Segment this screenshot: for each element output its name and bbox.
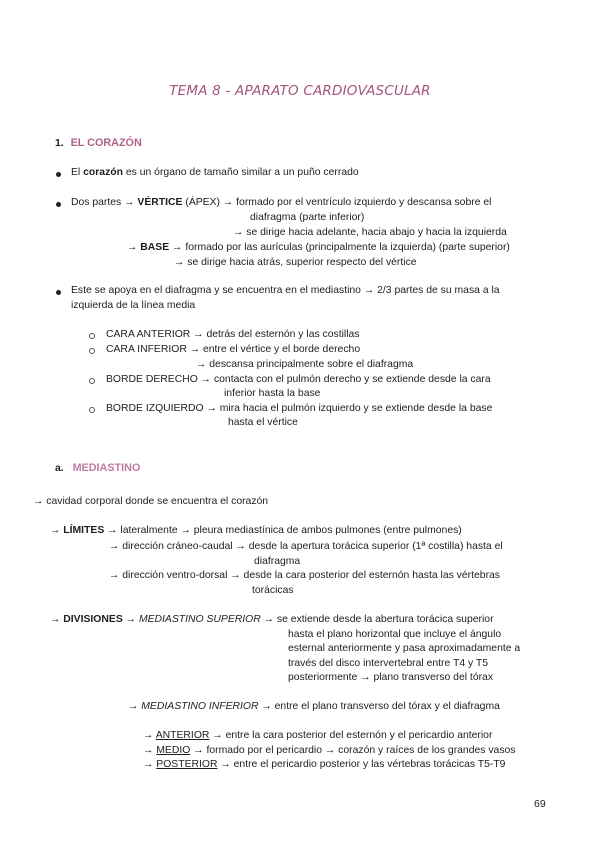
text: → lateralmente → pleura mediastínica de ambos pulmones (entre pulmones)	[104, 525, 462, 536]
mediastino-inferior-line	[128, 700, 500, 714]
text: →	[127, 242, 141, 253]
inferior-anterior-line	[143, 729, 492, 743]
bullet-apoyo-line1: Este se apoya en el diafragma y se encuentra en el mediastino → 2/3 partes de su masa a la	[71, 285, 500, 296]
inferior-posterior-line	[143, 758, 505, 772]
bullet-apoyo-line2: izquierda de la línea media	[71, 300, 196, 311]
limites-line1	[50, 524, 462, 538]
limites-line2: → dirección cráneo-caudal → desde la apertura torácica superior (1ª costilla) hasta el	[109, 541, 503, 552]
sub-bullet-circle	[89, 333, 95, 339]
arrow: →	[122, 614, 139, 625]
bullet-dot	[56, 290, 61, 295]
page-title: TEMA 8 - APARATO CARDIOVASCULAR	[169, 83, 431, 99]
bullet-dot	[56, 172, 61, 177]
section-heading-mediastino	[55, 461, 140, 476]
text: → se extiende desde la abertura torácica superior	[260, 614, 494, 625]
arrow: →	[143, 745, 157, 756]
text: → entre la cara posterior del esternón y el pericardio anterior	[209, 730, 493, 741]
divisiones-line2: hasta el plano horizontal que incluye el ángulo	[288, 629, 502, 640]
bold-text: BASE	[140, 242, 170, 253]
text: → formado por las aurículas (principalmente la izquierda) (parte superior)	[169, 242, 510, 253]
bullet-partes-line1	[71, 196, 491, 210]
section-number: a.	[55, 463, 64, 474]
mediastino-definition: → cavidad corporal donde se encuentra el corazón	[33, 496, 269, 507]
divisiones-line1	[50, 613, 494, 627]
posterior-label: POSTERIOR	[156, 759, 218, 770]
section-number: 1.	[55, 138, 64, 149]
sub-borde-derecho: BORDE DERECHO → contacta con el pulmón derecho y se extiende desde la cara	[106, 374, 491, 385]
anterior-label: ANTERIOR	[155, 730, 210, 741]
text: es un órgano de tamaño similar a un puño cerrado	[122, 167, 359, 178]
text: Dos partes →	[71, 197, 138, 208]
bold-text: corazón	[83, 167, 123, 178]
sub-cara-inferior: CARA INFERIOR → entre el vértice y el borde derecho	[106, 344, 361, 355]
sub-borde-izquierdo-cont: hasta el vértice	[228, 417, 298, 428]
section-title: MEDIASTINO	[72, 462, 141, 474]
section-heading-corazon	[55, 136, 142, 151]
text: → formado por el pericardio → corazón y raíces de los grandes vasos	[190, 745, 516, 756]
sub-bullet-circle	[89, 378, 95, 384]
bold-text: VÉRTICE	[137, 197, 183, 208]
inferior-medio-line	[143, 744, 516, 758]
sub-borde-derecho-cont: inferior hasta la base	[224, 388, 321, 399]
medio-label: MEDIO	[156, 745, 191, 756]
sub-cara-inferior-cont: → descansa principalmente sobre el diafragma	[196, 359, 414, 370]
page-number: 69	[534, 798, 546, 810]
section-title: EL CORAZÓN	[70, 137, 142, 149]
limites-line5: torácicas	[252, 585, 294, 596]
text: → entre el pericardio posterior y las vértebras torácicas T5-T9	[217, 759, 506, 770]
divisiones-line4: través del disco intervertebral entre T4 y T5	[288, 658, 489, 669]
arrow: →	[50, 614, 64, 625]
arrow: →	[143, 759, 157, 770]
arrow: →	[128, 701, 142, 712]
bullet-dot	[56, 202, 61, 207]
text: (ÁPEX) → formado por el ventrículo izquierdo y descansa sobre el	[182, 197, 492, 208]
sub-cara-anterior: CARA ANTERIOR → detrás del esternón y las costillas	[106, 329, 360, 340]
text: → entre el plano transverso del tórax y el diafragma	[258, 701, 500, 712]
sub-borde-izquierdo: BORDE IZQUIERDO → mira hacia el pulmón izquierdo y se extiende desde la base	[106, 403, 493, 414]
limites-line3: diafragma	[254, 556, 301, 567]
divisiones-line5: posteriormente → plano transverso del tórax	[288, 672, 494, 683]
limites-line4: → dirección ventro-dorsal → desde la cara posterior del esternón hasta las vértebras	[109, 570, 500, 581]
arrow: →	[143, 730, 156, 741]
sub-bullet-circle	[89, 348, 95, 354]
sub-bullet-circle	[89, 407, 95, 413]
bullet-partes-line4	[127, 241, 510, 255]
divisiones-line3: esternal anteriormente y pasa aproximadamente a	[288, 643, 521, 654]
bullet-partes-line2: diafragma (parte inferior)	[250, 212, 365, 223]
limites-label: LÍMITES	[63, 525, 105, 536]
divisiones-label: DIVISIONES	[63, 614, 123, 625]
mediastino-superior-label: MEDIASTINO SUPERIOR	[138, 614, 261, 625]
bullet-partes-line5: → se dirige hacia atrás, superior respecto del vértice	[174, 257, 417, 268]
bullet-partes-line3: → se dirige hacia adelante, hacia abajo y hacia la izquierda	[233, 227, 507, 238]
text: El	[71, 167, 84, 178]
mediastino-inferior-label: MEDIASTINO INFERIOR	[141, 701, 259, 712]
arrow: →	[50, 525, 64, 536]
bullet-corazon	[71, 166, 359, 180]
